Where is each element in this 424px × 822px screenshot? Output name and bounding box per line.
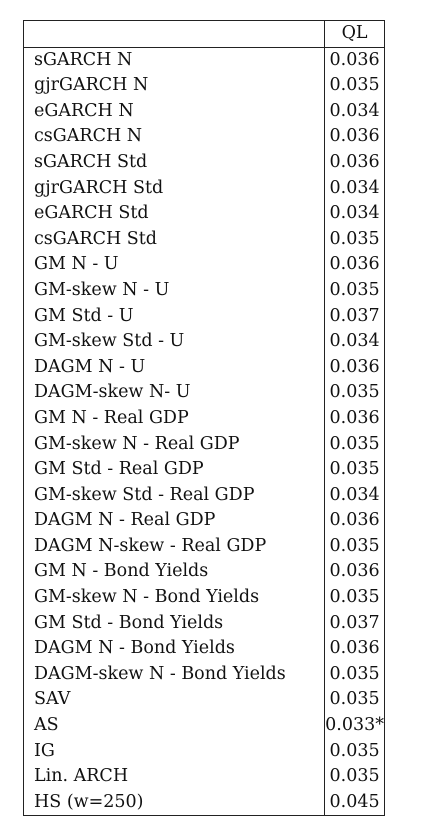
table-row <box>24 304 385 330</box>
table-row <box>24 73 385 99</box>
table-row <box>24 585 385 611</box>
ql-value-cell: 0.035 <box>325 687 385 713</box>
model-name-cell: GM-skew N - Real GDP <box>24 432 325 458</box>
ql-value-cell: 0.034 <box>325 483 385 509</box>
model-name-cell: sGARCH N <box>24 47 325 73</box>
table-row <box>24 559 385 585</box>
table-row <box>24 764 385 790</box>
ql-value-cell: 0.034 <box>325 176 385 202</box>
table-row <box>24 99 385 125</box>
ql-value-cell: 0.037 <box>325 304 385 330</box>
model-name-cell: GM-skew Std - Real GDP <box>24 483 325 509</box>
ql-value-cell: 0.045 <box>325 790 385 816</box>
model-name-cell: DAGM N - Real GDP <box>24 508 325 534</box>
ql-value-cell: 0.035 <box>325 278 385 304</box>
model-name-cell: GM-skew N - Bond Yields <box>24 585 325 611</box>
table-row <box>24 355 385 381</box>
ql-value-cell: 0.037 <box>325 611 385 637</box>
model-name-cell: DAGM N - Bond Yields <box>24 636 325 662</box>
ql-value-cell: 0.035 <box>325 662 385 688</box>
model-name-cell: sGARCH Std <box>24 150 325 176</box>
table-row <box>24 457 385 483</box>
ql-value-cell: 0.036 <box>325 124 385 150</box>
table-row <box>24 227 385 253</box>
model-name-cell: gjrGARCH Std <box>24 176 325 202</box>
table-body <box>24 47 385 816</box>
ql-value-cell: 0.036 <box>325 508 385 534</box>
model-name-cell: GM-skew Std - U <box>24 329 325 355</box>
model-name-cell: GM-skew N - U <box>24 278 325 304</box>
model-name-cell: AS <box>24 713 325 739</box>
ql-value-cell: 0.036 <box>325 559 385 585</box>
table-row <box>24 201 385 227</box>
table-row <box>24 687 385 713</box>
ql-value-cell: 0.035 <box>325 585 385 611</box>
table-row <box>24 176 385 202</box>
model-name-cell: GM N - U <box>24 252 325 278</box>
model-name-cell: IG <box>24 739 325 765</box>
model-name-cell: GM Std - Real GDP <box>24 457 325 483</box>
table-row <box>24 739 385 765</box>
table-row <box>24 611 385 637</box>
model-name-cell: GM Std - U <box>24 304 325 330</box>
model-name-cell: csGARCH N <box>24 124 325 150</box>
table-row <box>24 662 385 688</box>
table-row <box>24 534 385 560</box>
ql-value-cell: 0.035 <box>325 227 385 253</box>
ql-value-cell: 0.036 <box>325 636 385 662</box>
model-name-cell: eGARCH Std <box>24 201 325 227</box>
model-name-cell: DAGM N-skew - Real GDP <box>24 534 325 560</box>
ql-value-cell: 0.034 <box>325 201 385 227</box>
ql-value-cell: 0.035 <box>325 457 385 483</box>
table-header-row <box>24 21 385 48</box>
model-name-cell: DAGM-skew N - Bond Yields <box>24 662 325 688</box>
model-name-cell: GM N - Bond Yields <box>24 559 325 585</box>
table-row <box>24 252 385 278</box>
table-row <box>24 150 385 176</box>
model-name-cell: gjrGARCH N <box>24 73 325 99</box>
model-column-header <box>24 21 325 48</box>
ql-value-cell: 0.035 <box>325 534 385 560</box>
results-table <box>23 20 385 816</box>
ql-value-cell: 0.033* <box>325 713 385 739</box>
model-name-cell: Lin. ARCH <box>24 764 325 790</box>
model-name-cell: HS (w=250) <box>24 790 325 816</box>
ql-value-cell: 0.034 <box>325 329 385 355</box>
model-name-cell: csGARCH Std <box>24 227 325 253</box>
table-row <box>24 380 385 406</box>
table-row <box>24 790 385 816</box>
ql-value-cell: 0.035 <box>325 764 385 790</box>
ql-value-cell: 0.036 <box>325 252 385 278</box>
ql-value-cell: 0.035 <box>325 739 385 765</box>
table-row <box>24 483 385 509</box>
model-name-cell: DAGM-skew N- U <box>24 380 325 406</box>
table-row <box>24 124 385 150</box>
ql-value-cell: 0.036 <box>325 355 385 381</box>
table-row <box>24 713 385 739</box>
table-row <box>24 636 385 662</box>
ql-value-cell: 0.036 <box>325 150 385 176</box>
ql-value-cell: 0.036 <box>325 47 385 73</box>
table-row <box>24 432 385 458</box>
model-name-cell: GM Std - Bond Yields <box>24 611 325 637</box>
model-name-cell: SAV <box>24 687 325 713</box>
model-name-cell: eGARCH N <box>24 99 325 125</box>
ql-value-cell: 0.035 <box>325 432 385 458</box>
table-row <box>24 406 385 432</box>
table-row <box>24 47 385 73</box>
model-name-cell: DAGM N - U <box>24 355 325 381</box>
model-name-cell: GM N - Real GDP <box>24 406 325 432</box>
ql-column-header: QL <box>325 21 385 48</box>
table-row <box>24 508 385 534</box>
ql-value-cell: 0.035 <box>325 73 385 99</box>
ql-value-cell: 0.034 <box>325 99 385 125</box>
ql-value-cell: 0.035 <box>325 380 385 406</box>
ql-value-cell: 0.036 <box>325 406 385 432</box>
table-row <box>24 278 385 304</box>
table-row <box>24 329 385 355</box>
